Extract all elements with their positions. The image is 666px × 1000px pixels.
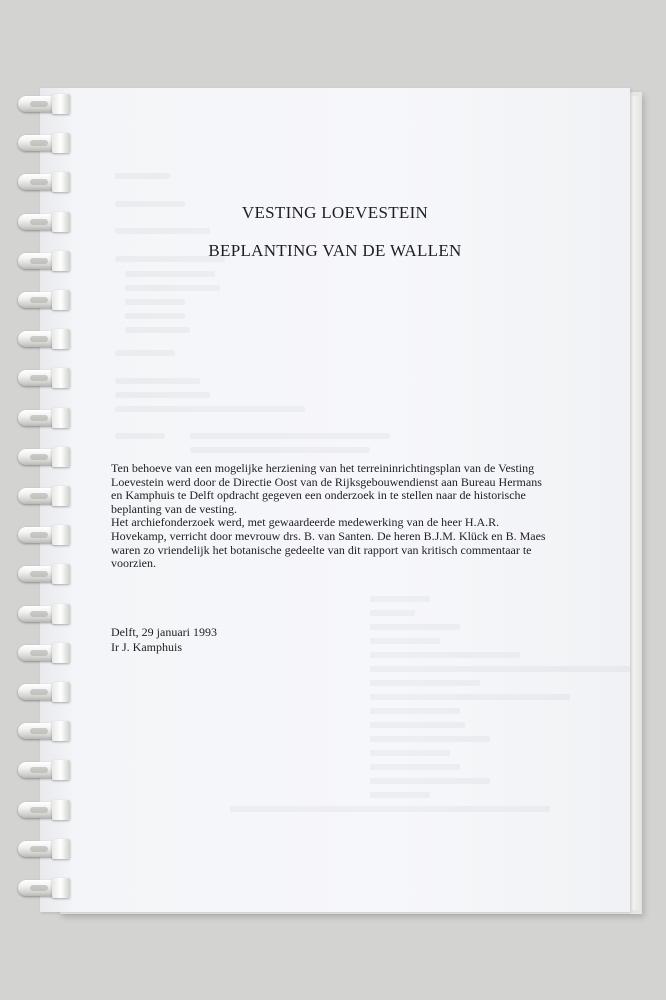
binding-loop bbox=[18, 329, 68, 349]
preface-paragraph: Het archiefonderzoek werd, met gewaardeerde medewerking van de heer H.A.R. Hovekamp, verricht door mevrouw drs. B. van Santen. De heren B.J.M. Klück en B. Maes waren zo vriendelijk het botanische gedeelte van dit rapport van kritisch commentaar te voorzien. bbox=[111, 515, 546, 571]
binding-loop bbox=[18, 251, 68, 271]
preface-text bbox=[111, 462, 551, 571]
document-title: VESTING LOEVESTEIN bbox=[241, 203, 429, 222]
binding-loop bbox=[18, 878, 68, 898]
page-edge bbox=[628, 96, 642, 910]
binding-loop bbox=[18, 447, 68, 467]
binding-loop bbox=[18, 212, 68, 232]
signature-date: Delft, 29 januari 1993 bbox=[111, 625, 217, 639]
binding-loop bbox=[18, 133, 68, 153]
binding-loop bbox=[18, 290, 68, 310]
binding-loop bbox=[18, 368, 68, 388]
binding-loop bbox=[18, 839, 68, 859]
document-subtitle: BEPLANTING VAN DE WALLEN bbox=[208, 241, 462, 260]
binding-loop bbox=[18, 172, 68, 192]
binding-loop bbox=[18, 564, 68, 584]
spiral-binding bbox=[8, 88, 68, 918]
signature-block bbox=[111, 625, 411, 654]
binding-loop bbox=[18, 643, 68, 663]
binding-loop bbox=[18, 604, 68, 624]
binding-loop bbox=[18, 94, 68, 114]
binding-loop bbox=[18, 525, 68, 545]
binding-loop bbox=[18, 486, 68, 506]
binding-loop bbox=[18, 682, 68, 702]
binding-loop bbox=[18, 800, 68, 820]
signature-name: Ir J. Kamphuis bbox=[111, 639, 182, 654]
preface-paragraph: Ten behoeve van een mogelijke herziening van het terreininrichtingsplan van de Vesting Loevestein werd door de Directie Oost van de Rijksgebouwendienst aan Bureau Hermans en Kamphuis te Delft opdracht gegeven een onderzoek in te stellen naar de historische beplanting van de vesting. bbox=[111, 461, 542, 516]
binding-loop bbox=[18, 408, 68, 428]
binding-loop bbox=[18, 760, 68, 780]
binding-loop bbox=[18, 721, 68, 741]
